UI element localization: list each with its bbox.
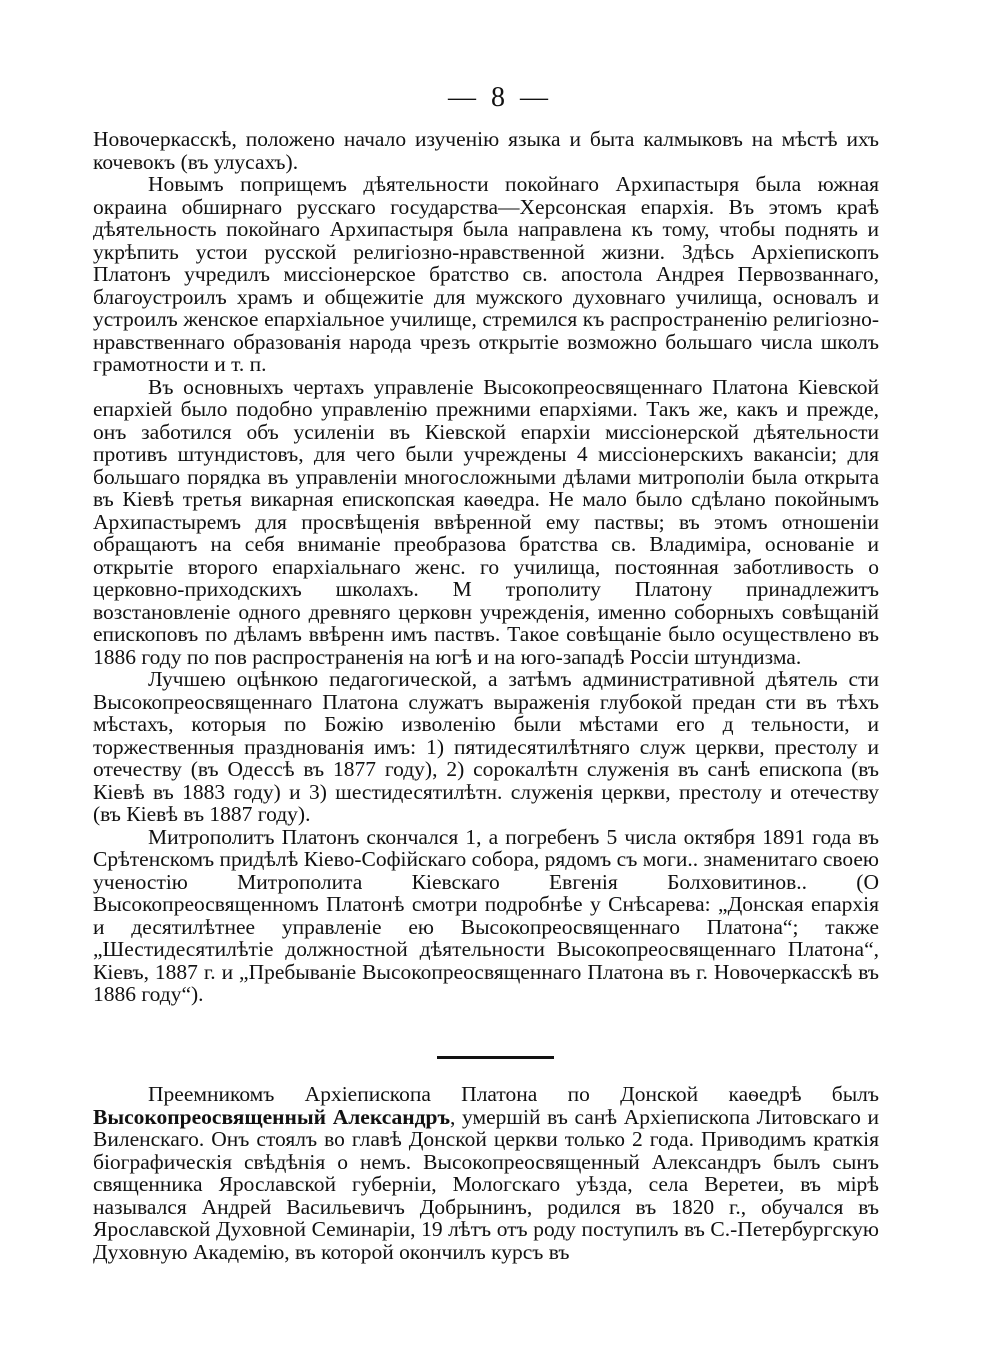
paragraph-3: Въ основныхъ чертахъ управленіе Высокопреосвященнаго Платона Кіевской епархіей было подобно управленію прежними епархіями. Такъ же, какъ и прежде, онъ заботился объ усиленіи въ Кіевской епархіи миссіонерской дѣятельности противъ штундистовъ, для чего были учреждены 4 миссіонерскихъ вакансіи; для большаго порядка въ управленіи многосложными дѣлами митрополіи была открыта въ Кіевѣ третья викарная епископская каѳедра. Не мало было сдѣлано покойнымъ Архипастыремъ для просвѣщенія ввѣренной ему паствы; въ этомъ отношеніи обращаютъ на себя вниманіе преобразова братства св. Владиміра, основаніе и открытіе второго епархіальнаго женс. го училища, постоянная заботливость о церковно-приходскихъ школахъ. М трополиту Платону принадлежитъ возстановленіе одного древняго церковн учрежденія, именно соборныхъ совѣщаній епископовъ по дѣламъ ввѣренн имъ паствъ. Такое совѣщаніе было осуществлено въ 1886 году по пов распространенія на югѣ и на юго-западѣ Россіи штундизма. xyxy=(93,374,879,669)
paragraph-4: Лучшею оцѣнкою педагогической, а затѣмъ административной дѣятель сти Высокопреосвященнаго Платона служатъ выраженія глубокой предан сти въ тѣхъ мѣстахъ, которыя по Божію изволенію были мѣстами его д тельности, и торжественныя празднованія имъ: 1) пятидесятилѣтняго служ церкви, престолу и отечеству (въ Одессѣ въ 1877 году), 2) сорокалѣтн служенія въ санѣ епископа (въ Кіевѣ въ 1883 году) и 3) шестидесятилѣтн. служенія церкви, престолу и отечеству (въ Кіевѣ въ 1887 году). xyxy=(93,667,879,826)
paragraph-6-lead: Преемникомъ Архіепископа Платона по Донской каѳедрѣ былъ xyxy=(148,1082,879,1106)
text-block-top xyxy=(93,128,879,1006)
paragraph-2: Новымъ поприщемъ дѣятельности покойнаго Архипастыря была южная окраина обширнаго русскаго государства—Херсонская епархія. Въ этомъ краѣ дѣятельность покойнаго Архипастыря была направлена къ тому, чтобы поднять и укрѣпить устои русской религіозно-нравственной жизни. Здѣсь Архіепископъ Платонъ учредилъ миссіонерское братство св. апостола Андрея Первозваннаго, благоустроилъ храмъ и общежитіе для мужского духовнаго училища, основалъ и устроилъ женское епархіальное училище, стремился къ распространенію религіозно-нравственнаго образованія народа чрезъ открытіе возможно большаго числа школъ грамотности и т. п. xyxy=(93,172,879,376)
text-block-bottom xyxy=(93,1083,879,1263)
bishop-name: Высокопреосвященный Александръ xyxy=(93,1104,451,1129)
paragraph-5: Митрополитъ Платонъ скончался 1, а погребенъ 5 числа октября 1891 года въ Срѣтенскомъ придѣлѣ Кіево-Софійскаго собора, рядомъ съ моги.. знаменитаго своею ученостію Митрополита Кіевскаго Евгенія Болховитинов.. (О Высокопреосвященномъ Платонѣ смотри подробнѣе у Снѣсарева: „Донская епархія и десятилѣтнее управленіе ею Высокопреосвященнаго Платона“; также „Шестидесятилѣтіе должностной дѣятельности Высокопреосвященнаго Платона“, Кіевъ, 1887 г. и „Пребываніе Высокопреосвященнаго Платона въ г. Новочеркасскѣ въ 1886 году“). xyxy=(93,824,879,1006)
page-number: — 8 — xyxy=(448,82,552,113)
paragraph-6-rest: , умершій въ санѣ Архіепископа Литовскаго и Виленскаго. Онъ стоялъ во главѣ Донской церкви только 2 года. Приводимъ краткія біографическія свѣдѣнія о немъ. Высокопреосвященный Александръ былъ сынъ священника Ярославской губерніи, Мологскаго уѣзда, села Веретеи, въ мірѣ назывался Андрей Васильевичъ Добрынинъ, родился въ 1820 г., обучался въ Ярославской Духовной Семинаріи, 19 лѣтъ отъ роду поступилъ въ С.-Петербургскую Духовную Академію, въ которой окончилъ курсъ въ xyxy=(93,1104,879,1264)
paragraph-1: Новочеркасскѣ, положено начало изученію языка и быта калмыковъ на мѣстѣ ихъ кочевокъ (въ улусахъ). xyxy=(93,127,879,174)
paragraph-6 xyxy=(93,1083,879,1263)
section-divider xyxy=(437,1056,554,1059)
